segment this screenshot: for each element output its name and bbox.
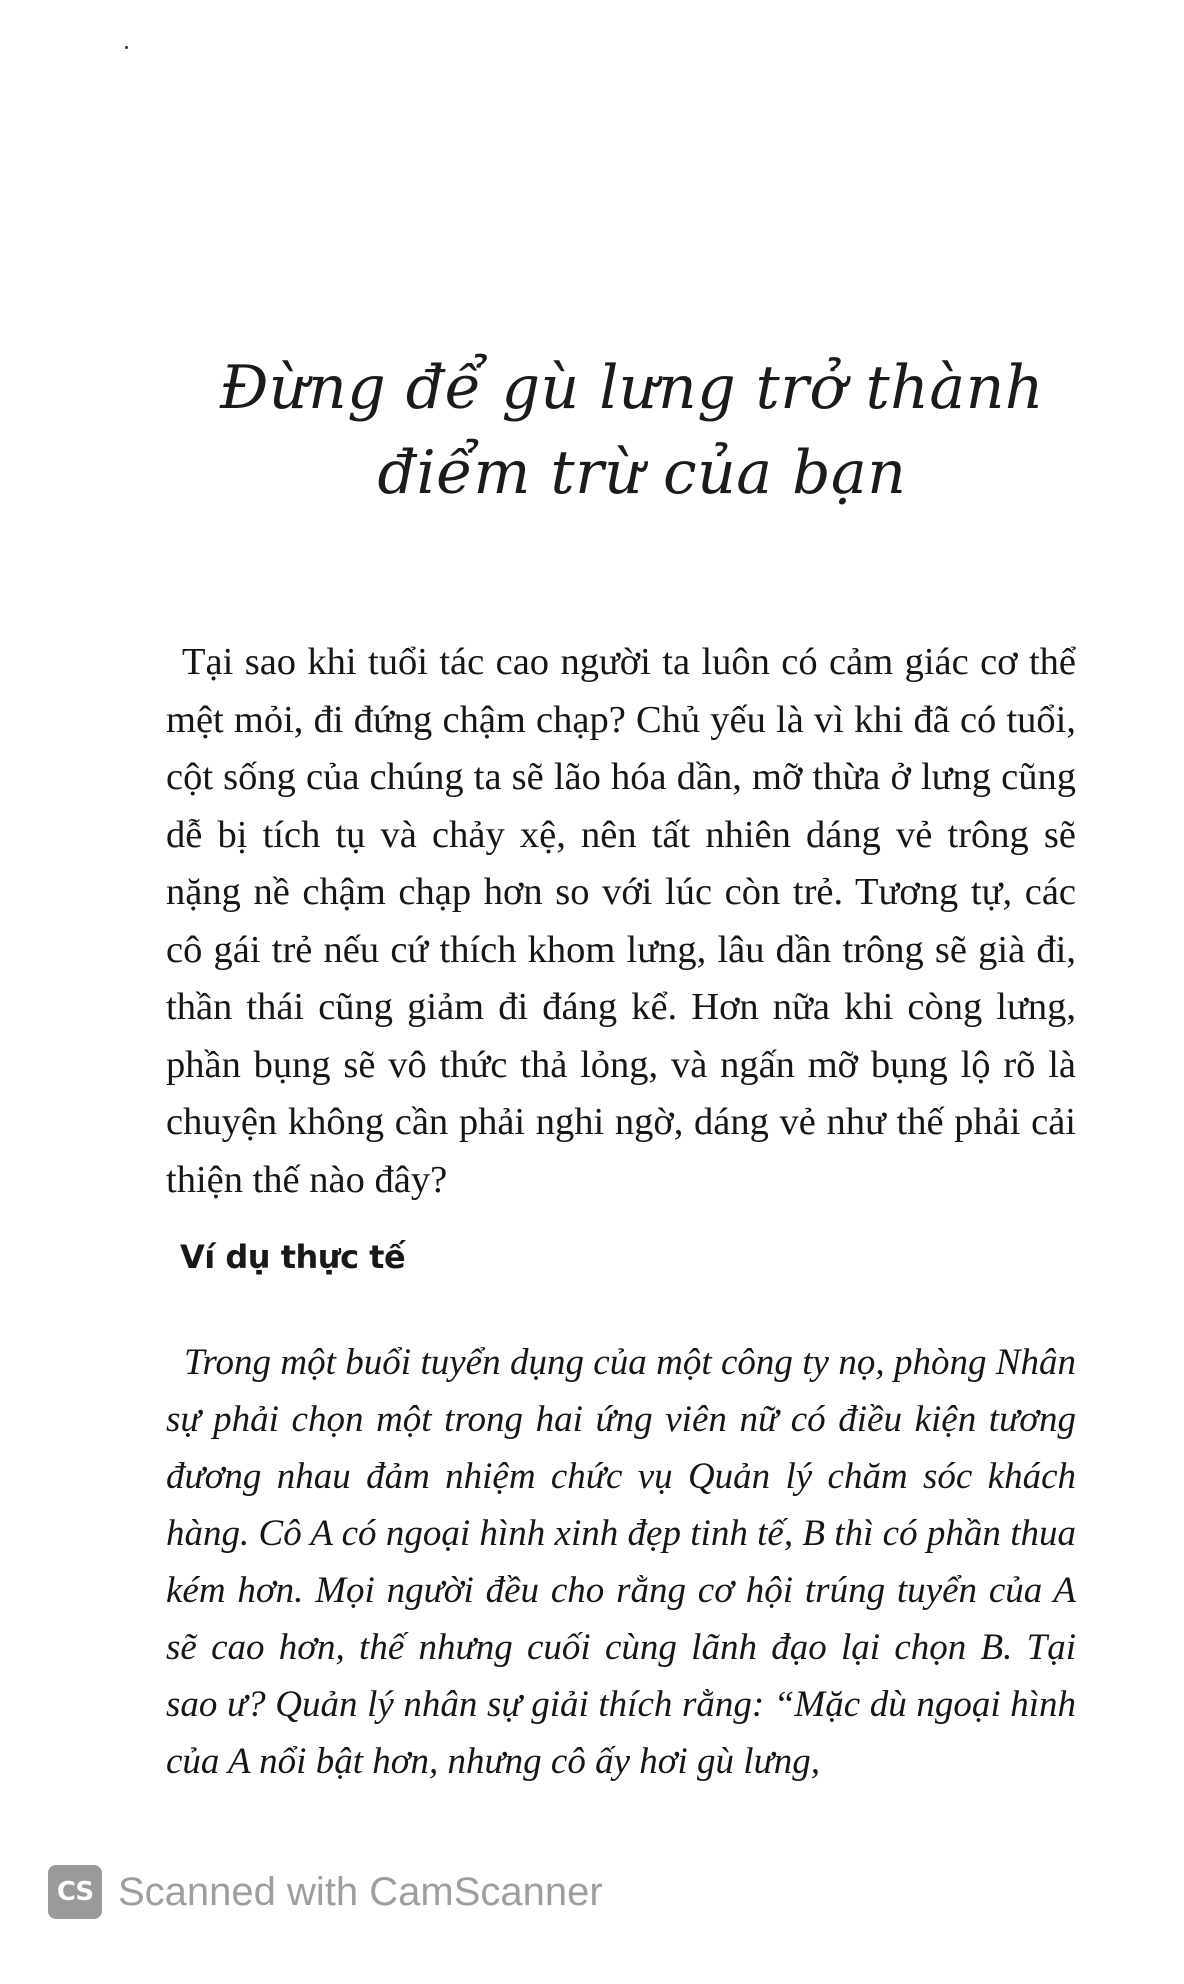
body-paragraph-1: Tại sao khi tuổi tác cao người ta luôn có cảm giác cơ thể mệt mỏi, đi đứng chậm chạp? Chủ yếu là vì khi đã có tuổi, cột sống của chúng ta sẽ lão hóa dần, mỡ thừa ở lưng cũng dễ bị tích tụ và chảy xệ, nên tất nhiên dáng vẻ trông sẽ nặng nề chậm chạp hơn so với lúc còn trẻ. Tương tự, các cô gái trẻ nếu cứ thích khom lưng, lâu dần trông sẽ già đi, thần thái cũng giảm đi đáng kể. Hơn nữa khi còng lưng, phần bụng sẽ vô thức thả lỏng, và ngấn mỡ bụng lộ rõ là chuyện không cần phải nghi ngờ, dáng vẻ như thế phải cải thiện thế nào đây? xyxy=(166,641,1076,1201)
camscanner-logo-icon: CS xyxy=(48,1865,102,1919)
scan-speck xyxy=(125,46,128,49)
camscanner-watermark xyxy=(48,1864,603,1920)
chapter-title-line-1: Đừng để gù lưng trở thành xyxy=(220,353,1044,423)
example-paragraph: Trong một buổi tuyển dụng của một công ty nọ, phòng Nhân sự phải chọn một trong hai ứng viên nữ có điều kiện tương đương nhau đảm nhiệm chức vụ Quản lý chăm sóc khách hàng. Cô A có ngoại hình xinh đẹp tinh tế, B thì có phần thua kém hơn. Mọi người đều cho rằng cơ hội trúng tuyển của A sẽ cao hơn, thế nhưng cuối cùng lãnh đạo lại chọn B. Tại sao ư? Quản lý nhân sự giải thích rằng: “Mặc dù ngoại hình của A nổi bật hơn, nhưng cô ấy hơi gù lưng, xyxy=(166,1342,1076,1782)
watermark-text: Scanned with CamScanner xyxy=(118,1869,603,1914)
chapter-title-line-2: điểm trừ của bạn xyxy=(377,438,907,508)
section-heading: Ví dụ thực tế xyxy=(180,1238,406,1276)
